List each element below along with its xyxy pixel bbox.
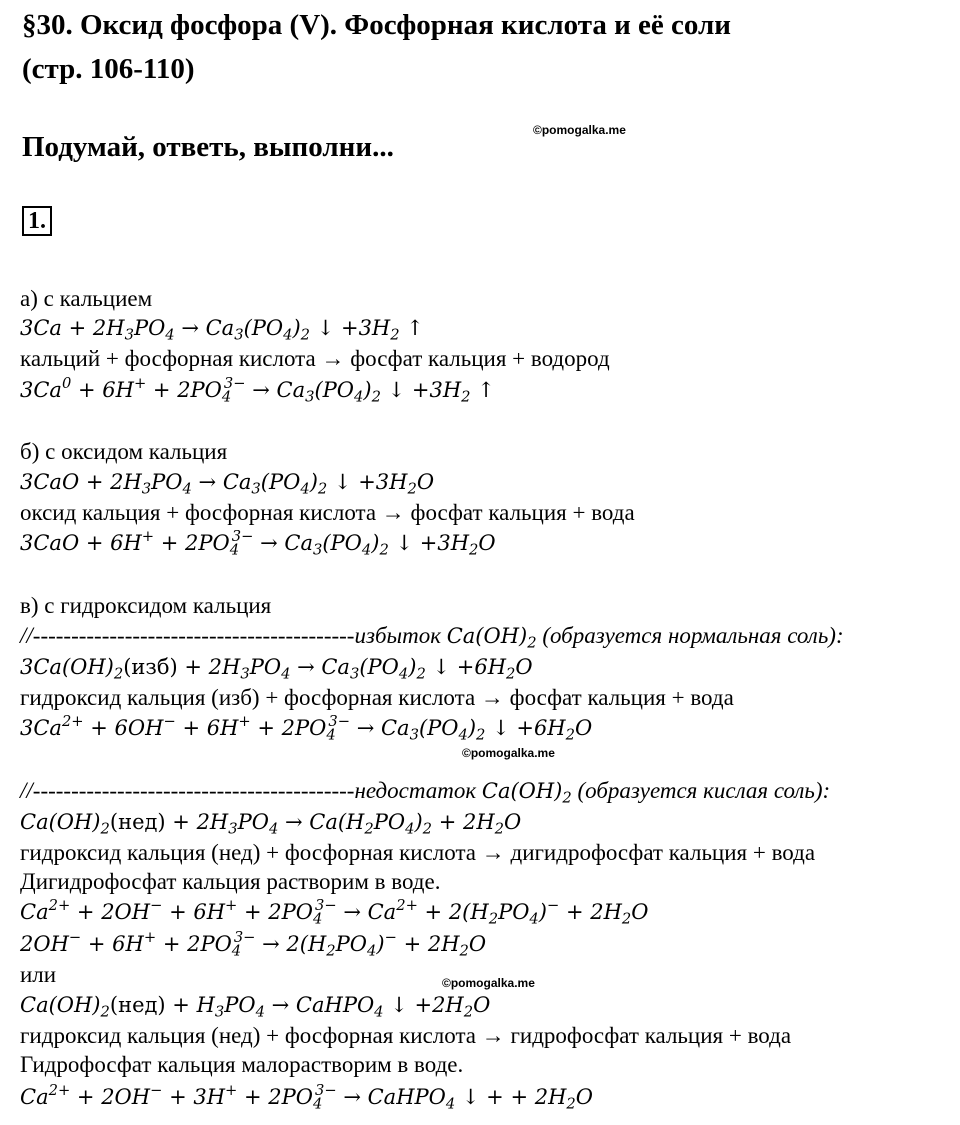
part-v3-words: гидроксид кальция (нед) + фосфорная кислота → гидрофосфат кальция + вода	[20, 1023, 792, 1048]
part-v2-note: Дигидрофосфат кальция растворим в воде.	[20, 869, 441, 894]
equation-v2-ionic-full: $Ca^{2+} + 2OH^- + 6H^+ + 2PO_4^{3-} \to Ca^{2+} + 2(H_2PO_4)^- + 2H_2O$	[20, 897, 649, 928]
equation-v2-ionic-short: $2OH^- + 6H^+ + 2PO_4^{3-} \to 2(H_2PO_4)^- + 2H_2O$	[20, 929, 487, 960]
page-title: §30. Оксид фосфора (V). Фосфорная кислота и её соли	[22, 9, 731, 41]
part-v2-words: гидроксид кальция (нед) + фосфорная кислота → дигидрофосфат кальция + вода	[20, 840, 816, 865]
section-heading: Подумай, ответь, выполни...	[22, 131, 394, 163]
equation-b-molecular: $3CaO + 2H_3PO_4 \to Ca_3(PO_4)_2$ ↓ $+3H_2O$	[20, 470, 435, 498]
part-v-label: в) с гидроксидом кальция	[20, 593, 272, 618]
equation-v1-ionic: $3Ca^{2+} + 6OH^- + 6H^+ + 2PO_4^{3-} \to Ca_3(PO_4)_2$ ↓ $+6H_2O$	[20, 713, 593, 744]
equation-v2-molecular: $Ca(OH)_2(нед) + 2H_3PO_4 \to Ca(H_2PO_4)_2 + 2H_2O$	[20, 810, 522, 838]
part-b-label: б) с оксидом кальция	[20, 439, 228, 464]
watermark: ©pomogalka.me	[462, 746, 555, 760]
equation-a-molecular: $3Ca + 2H_3PO_4 \to Ca_3(PO_4)_2$ ↓ $+3H_2$ ↑	[20, 316, 424, 344]
part-a-label: а) с кальцием	[20, 286, 153, 311]
part-b-words: оксид кальция + фосфорная кислота → фосфат кальция + вода	[20, 500, 635, 525]
equation-v1-molecular: $3Ca(OH)_2(изб) + 2H_3PO_4 \to Ca_3(PO_4)_2$ ↓ $+6H_2O$	[20, 655, 533, 683]
part-a-words: кальций + фосфорная кислота → фосфат кальция + водород	[20, 346, 610, 371]
equation-v3-ionic: $Ca^{2+} + 2OH^- + 3H^+ + 2PO_4^{3-}$ → CaHPO$_4$ ↓ + + $2H_2O$	[20, 1082, 593, 1113]
or-label: или	[20, 962, 57, 987]
part-v3-note: Гидрофосфат кальция малорастворим в воде.	[20, 1052, 464, 1077]
part-v1-words: гидроксид кальция (изб) + фосфорная кислота → фосфат кальция + вода	[20, 685, 734, 710]
comment-excess: //------------------------------------------избыток $Ca(OH)_2$ (образуется нормальная соль):	[20, 623, 844, 652]
equation-v3-molecular: $Ca(OH)_2(нед) + H_3PO_4$ → CaHPO$_4$ ↓ $+2H_2O$	[20, 993, 491, 1021]
page-subtitle-pages: (стр. 106-110)	[22, 53, 195, 85]
equation-b-ionic: $3CaO + 6H^+ + 2PO_4^{3-} \to Ca_3(PO_4)_2$ ↓ $+3H_2O$	[20, 528, 496, 559]
equation-a-ionic: $3Ca^0 + 6H^+ + 2PO_4^{3-} \to Ca_3(PO_4)_2$ ↓ $+3H_2$ ↑	[20, 375, 495, 406]
watermark: ©pomogalka.me	[442, 976, 535, 990]
task-number: 1.	[22, 206, 52, 236]
comment-deficit: //------------------------------------------недостаток $Ca(OH)_2$ (образуется кислая соль):	[20, 778, 831, 807]
watermark: ©pomogalka.me	[533, 123, 626, 137]
